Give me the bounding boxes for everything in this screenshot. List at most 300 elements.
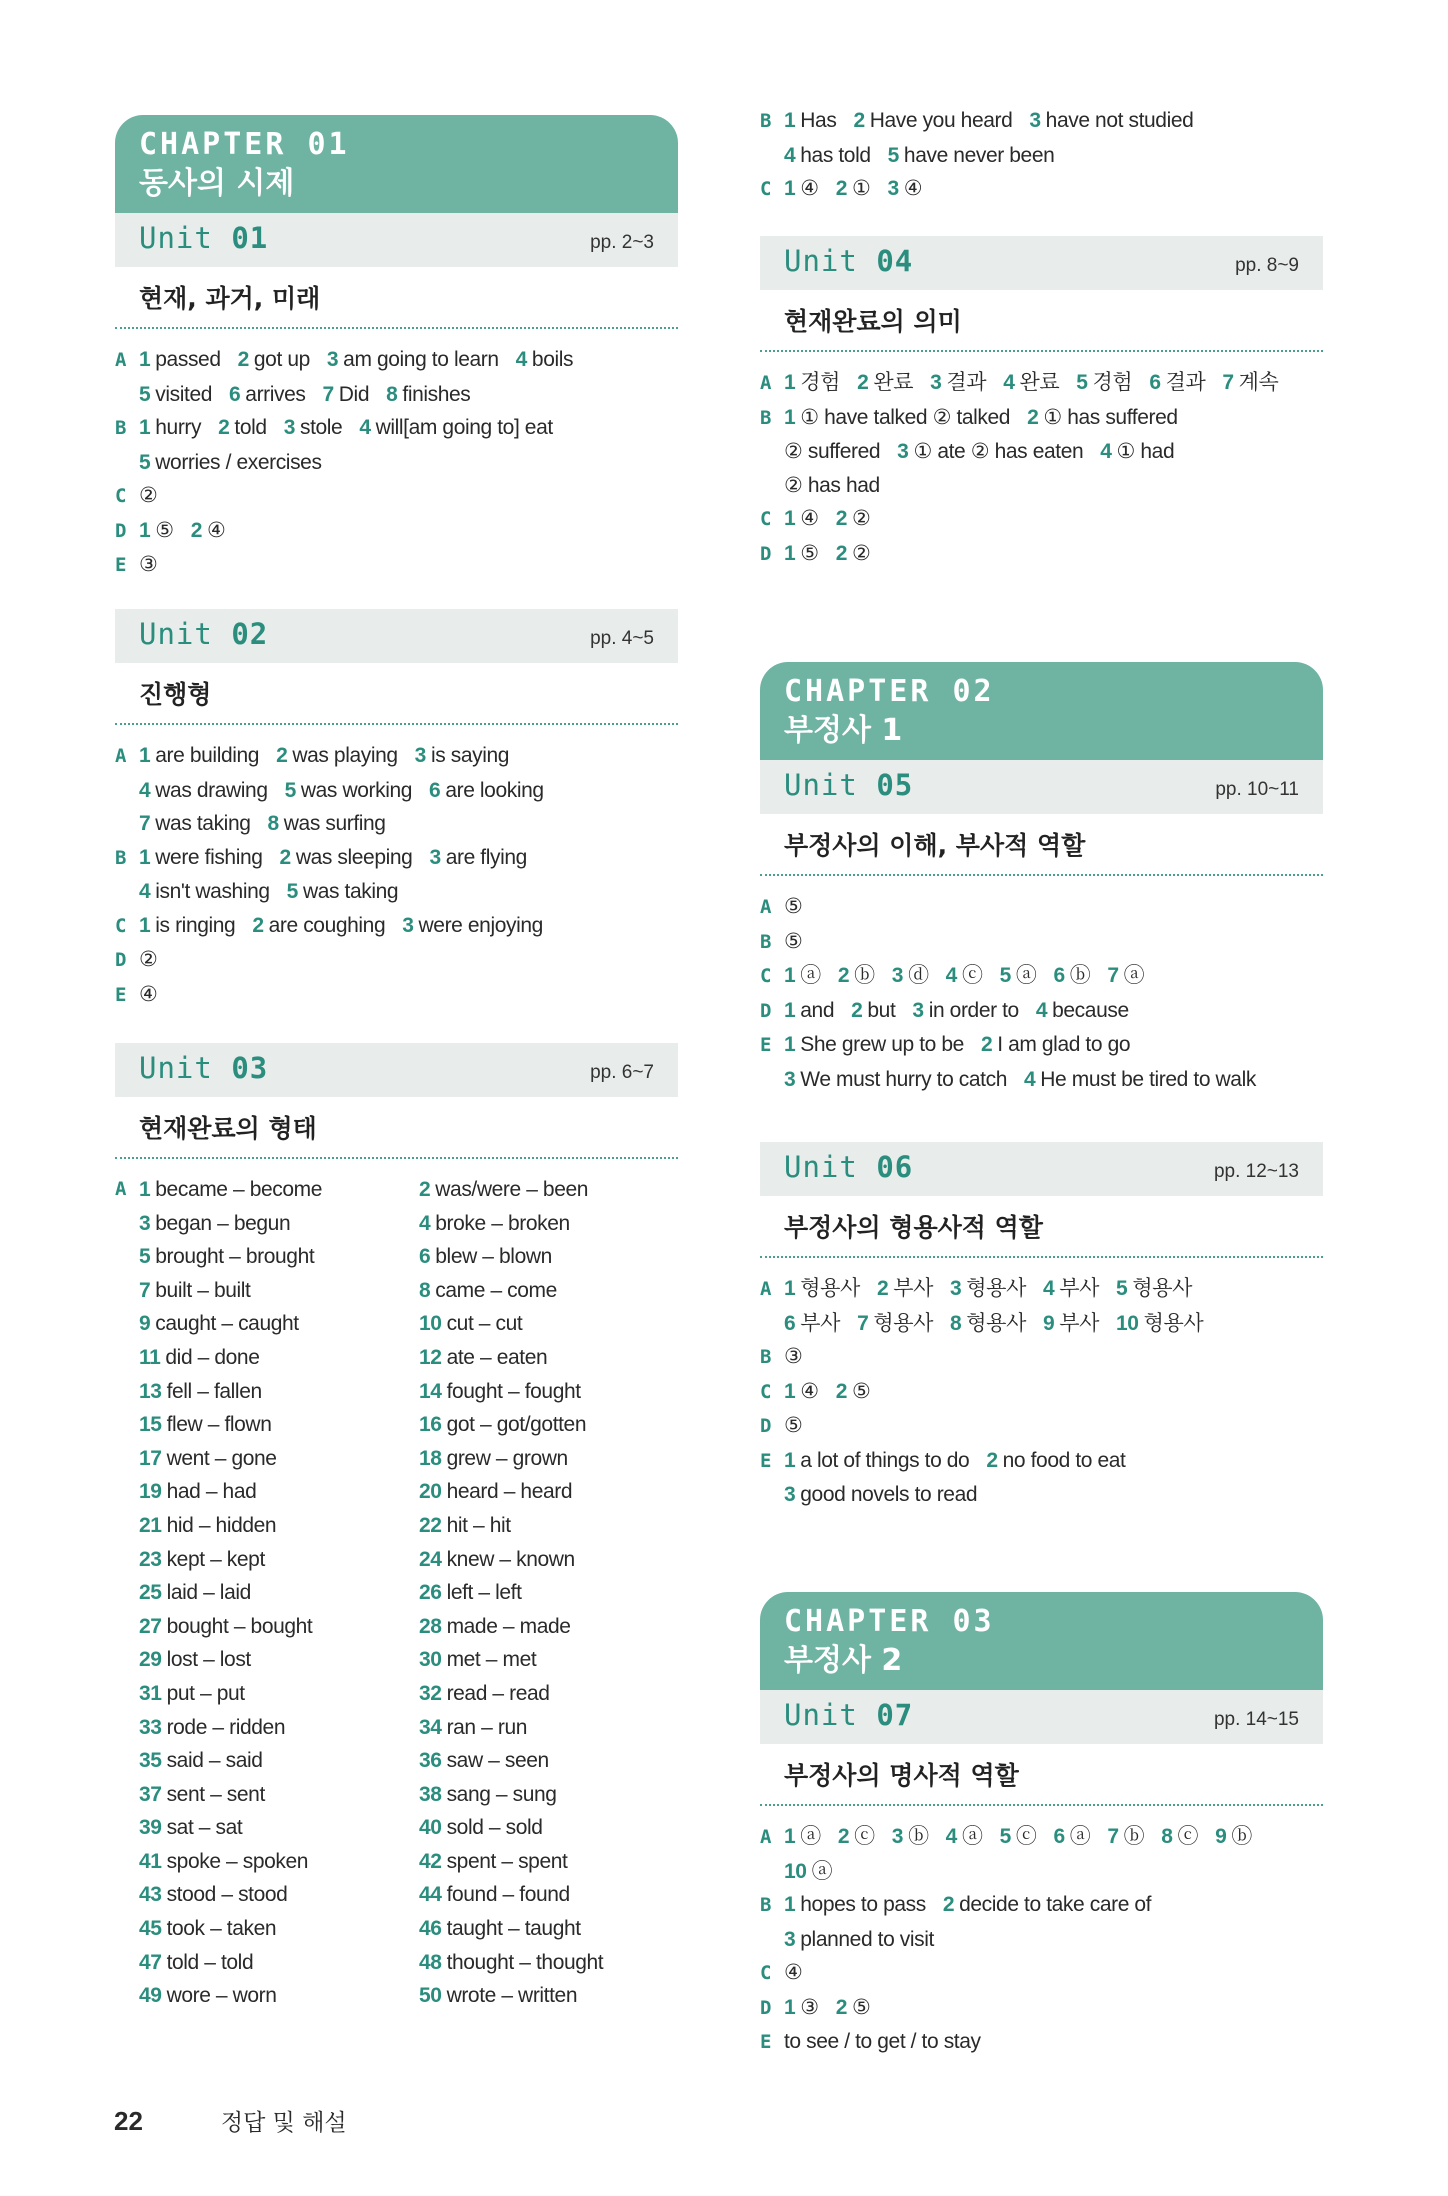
item-number: 38 — [419, 1782, 442, 1806]
item-text: read – read — [446, 1681, 550, 1705]
item-number: 49 — [139, 1984, 162, 2008]
answer-row — [760, 2025, 1323, 2060]
item-text: ④ — [784, 1961, 803, 1984]
answer-item — [950, 1307, 1026, 1341]
item-number: 3 — [930, 371, 942, 394]
item-text: ate – eaten — [446, 1345, 548, 1369]
unit-topic: 부정사의 이해, 부사적 역할 — [760, 814, 1323, 876]
item-number: 1 — [784, 1379, 796, 1403]
item-text: ⓑ — [1231, 1825, 1253, 1848]
unit-01-answers — [115, 329, 678, 587]
item-text: began – begun — [155, 1211, 291, 1235]
item-text: and — [800, 998, 835, 1022]
item-number: 5 — [139, 450, 151, 474]
answer-item — [784, 1409, 802, 1443]
item-number: 5 — [139, 382, 151, 406]
answer-item — [784, 1063, 1007, 1097]
item-number: 4 — [945, 1825, 957, 1848]
item-number: 2 — [835, 1379, 847, 1403]
answer-item — [887, 172, 922, 206]
answer-item — [784, 537, 819, 571]
answer-item — [287, 875, 399, 909]
answer-item — [784, 1028, 964, 1062]
answer-item — [139, 978, 157, 1012]
answer-item — [784, 401, 1010, 435]
answer-item — [139, 1543, 419, 1577]
section-letter: D — [760, 542, 772, 565]
item-number: 36 — [419, 1749, 442, 1773]
item-number: 5 — [999, 964, 1011, 987]
row-items — [784, 1028, 1147, 1062]
answer-row — [760, 890, 1323, 925]
unit-label: Unit — [139, 1051, 213, 1085]
unit-pages: pp. 10~11 — [1215, 779, 1299, 800]
item-number: 4 — [1024, 1067, 1036, 1091]
answer-row — [115, 411, 678, 446]
item-text: because — [1052, 998, 1129, 1022]
section-letter: A — [115, 1178, 127, 1200]
item-number: 4 — [1003, 371, 1015, 394]
answer-item — [139, 378, 212, 412]
item-text: ⑤ — [784, 929, 803, 953]
item-text: was working — [300, 778, 413, 802]
item-number: 1 — [784, 964, 796, 987]
section-letter: E — [760, 1449, 772, 1472]
item-text: ⓒ — [961, 964, 983, 987]
section-letter: D — [115, 949, 127, 971]
item-number: 12 — [419, 1345, 442, 1369]
answer-item — [139, 807, 251, 841]
section-letter: D — [760, 1415, 772, 1437]
item-number: 10 — [419, 1312, 442, 1336]
item-text: ⑤ — [784, 895, 803, 918]
answer-item — [930, 366, 986, 400]
row-items — [784, 1991, 887, 2025]
answer-item — [139, 514, 174, 548]
item-number: 18 — [419, 1446, 442, 1470]
answer-item — [419, 1509, 669, 1543]
item-number: 1 — [784, 371, 796, 394]
item-number: 2 — [835, 177, 847, 200]
chapter-02-header — [760, 662, 1323, 760]
answer-item — [1161, 1820, 1198, 1854]
left-column — [115, 115, 678, 2013]
item-text: taught – taught — [446, 1917, 581, 1941]
section-letter: C — [760, 178, 772, 200]
item-text: ④ — [800, 507, 819, 530]
item-text: are looking — [445, 778, 544, 802]
item-text: laid – laid — [166, 1581, 251, 1605]
answer-item — [1116, 1272, 1192, 1306]
row-items — [784, 139, 1071, 173]
answer-item — [419, 1643, 669, 1677]
item-text: broke – broken — [435, 1211, 570, 1235]
item-number: 30 — [419, 1648, 442, 1672]
answer-item — [838, 959, 875, 993]
item-text: worries / exercises — [155, 450, 322, 474]
answer-item — [419, 1408, 669, 1442]
item-number: 9 — [1042, 1311, 1055, 1335]
item-text: 완료 — [1019, 371, 1060, 394]
item-text: cut – cut — [446, 1312, 523, 1336]
answer-item — [784, 502, 819, 536]
item-number: 3 — [950, 1277, 962, 1300]
item-text: ⓐ — [1123, 964, 1145, 987]
answer-item — [139, 1442, 419, 1476]
item-text: ⓒ — [854, 1825, 875, 1848]
item-number: 7 — [1107, 964, 1119, 987]
item-number: 5 — [139, 1245, 151, 1269]
answer-item — [268, 807, 386, 841]
answer-item — [139, 1711, 419, 1745]
section-letter: B — [760, 1894, 772, 1916]
section-letter: C — [115, 485, 127, 507]
answer-row — [760, 172, 1323, 207]
row-items — [139, 875, 415, 909]
item-text: 부사 — [1059, 1277, 1100, 1300]
answer-item — [943, 1888, 1151, 1922]
item-text: good novels to read — [800, 1483, 978, 1506]
answer-row — [760, 959, 1323, 994]
row-items — [139, 943, 174, 977]
answer-row — [115, 807, 678, 841]
unit-topic: 부정사의 형용사적 역할 — [760, 1196, 1323, 1258]
item-number: 2 — [942, 1893, 955, 1916]
item-text: ⑤ — [852, 1379, 871, 1403]
row-items — [784, 890, 819, 924]
item-text: ⑤ — [800, 541, 819, 565]
answer-item — [415, 739, 509, 773]
item-text: ④ — [903, 177, 923, 200]
item-text: fought – fought — [446, 1379, 581, 1403]
page-number: 22 — [114, 2106, 143, 2136]
answer-item — [238, 343, 310, 377]
answer-item — [285, 774, 412, 808]
item-number: 3 — [139, 1211, 151, 1235]
answer-item — [139, 411, 201, 445]
answer-row — [115, 841, 678, 876]
answer-item — [1100, 435, 1174, 469]
item-text: 형용사 — [1132, 1277, 1192, 1300]
item-text: spent – spent — [446, 1849, 568, 1873]
unit-label: Unit — [139, 221, 213, 255]
item-number: 4 — [419, 1211, 431, 1235]
chapter-subtitle: 부정사 2 — [784, 1643, 903, 1678]
item-number: 27 — [139, 1614, 162, 1638]
answer-item — [419, 1173, 669, 1207]
unit-04-answers — [760, 352, 1323, 662]
answer-row — [760, 139, 1323, 173]
item-text: 형용사 — [966, 1311, 1026, 1335]
item-text: ② — [852, 541, 871, 565]
item-number: 4 — [359, 416, 371, 439]
answer-item — [139, 1307, 419, 1341]
unit-03-continuation — [760, 104, 1323, 224]
item-number: 6 — [1053, 964, 1065, 987]
section-letter: D — [760, 999, 772, 1022]
answer-item — [1107, 1820, 1144, 1854]
row-items — [784, 925, 819, 959]
chapter-title: CHAPTER 03 — [784, 1604, 995, 1639]
item-number: 2 — [190, 518, 202, 542]
row-items — [139, 807, 403, 841]
item-number: 1 — [139, 518, 151, 542]
unit-05-answers — [760, 876, 1323, 1138]
row-items — [784, 1923, 951, 1957]
answer-item — [327, 343, 499, 377]
item-number: 1 — [784, 1893, 796, 1916]
unit-number: 03 — [231, 1051, 269, 1085]
answer-item — [139, 1946, 419, 1980]
item-number: 2 — [837, 964, 850, 987]
item-text: flew – flown — [166, 1413, 272, 1437]
row-items — [784, 1888, 1168, 1922]
unit-pages: pp. 8~9 — [1235, 255, 1299, 276]
answer-item — [784, 139, 871, 173]
answer-item — [851, 994, 895, 1028]
item-text: is saying — [430, 744, 510, 767]
section-letter: D — [760, 1996, 772, 2019]
chapter-title: CHAPTER 02 — [784, 674, 995, 709]
unit-07-header — [760, 1690, 1323, 1744]
answer-item — [836, 502, 871, 536]
section-letter: C — [760, 1380, 772, 1403]
answer-item — [784, 1820, 821, 1854]
item-text: ⓑ — [854, 964, 875, 987]
item-number: 1 — [139, 348, 151, 371]
answer-item — [139, 1811, 419, 1845]
answer-item — [836, 172, 871, 206]
answer-item — [946, 959, 983, 993]
answer-item — [1024, 1063, 1256, 1097]
answer-item — [429, 841, 527, 875]
item-number: 6 — [784, 1311, 796, 1335]
answer-row — [760, 1375, 1323, 1410]
answer-item — [784, 172, 819, 206]
answer-item — [784, 1375, 819, 1409]
item-text: visited — [155, 382, 213, 406]
item-text: have never been — [903, 143, 1055, 167]
answer-item — [139, 1240, 419, 1274]
item-text: ⓐ — [800, 964, 821, 987]
item-number: 2 — [252, 913, 264, 937]
item-text: sold – sold — [446, 1816, 543, 1840]
answer-row — [760, 1307, 1323, 1341]
item-number: 2 — [851, 998, 863, 1022]
unit-label: Unit — [784, 1698, 858, 1732]
answer-item — [897, 435, 1083, 469]
answer-item — [1043, 1272, 1099, 1306]
item-number: 3 — [326, 348, 339, 371]
item-number: 17 — [139, 1446, 162, 1470]
item-number: 3 — [402, 913, 414, 937]
answer-item — [419, 1207, 669, 1241]
item-text: to see / to get / to stay — [784, 2030, 981, 2053]
answer-row — [760, 1272, 1323, 1307]
answer-item — [1149, 366, 1205, 400]
item-text: 결과 — [946, 371, 987, 394]
answer-item — [139, 739, 259, 773]
item-text: was/were – been — [435, 1178, 589, 1201]
item-text: wrote – written — [446, 1984, 578, 2008]
item-number: 2 — [980, 1033, 993, 1056]
item-text: 결과 — [1165, 371, 1206, 394]
row-items — [139, 548, 174, 582]
item-text: left – left — [446, 1581, 522, 1605]
item-number: 8 — [386, 382, 398, 406]
answer-row — [760, 1444, 1323, 1479]
item-number: 2 — [986, 1448, 998, 1472]
item-number: 7 — [1107, 1825, 1119, 1848]
answer-item — [139, 1576, 419, 1610]
right-column — [760, 104, 1323, 2060]
answer-item — [1027, 401, 1178, 435]
item-number: 22 — [419, 1513, 442, 1537]
item-text: 부사 — [893, 1277, 934, 1300]
item-number: 34 — [419, 1715, 442, 1739]
item-number: 26 — [419, 1581, 442, 1605]
item-text: bought – bought — [166, 1614, 313, 1638]
item-number: 5 — [284, 778, 296, 802]
answer-item — [784, 1956, 802, 1990]
footer-title: 정답 및 해설 — [220, 2110, 347, 2136]
answer-row — [760, 1028, 1323, 1063]
item-number: 5 — [1076, 371, 1088, 394]
answer-item — [784, 1478, 977, 1512]
item-number: 1 — [784, 1825, 796, 1848]
unit-pages: pp. 2~3 — [590, 232, 654, 253]
item-text: hurry — [155, 416, 202, 439]
answer-item — [784, 1272, 860, 1306]
answer-item — [981, 1028, 1130, 1062]
item-text: ① has suffered — [1043, 405, 1178, 429]
section-letter: B — [760, 406, 772, 429]
item-text: has told — [800, 143, 871, 167]
item-number: 42 — [419, 1849, 442, 1873]
item-number: 8 — [1161, 1825, 1173, 1848]
item-text: had – had — [166, 1480, 257, 1504]
answer-item — [784, 890, 802, 924]
answer-item — [419, 1375, 669, 1409]
item-number: 35 — [139, 1749, 162, 1773]
item-number: 24 — [419, 1547, 442, 1571]
answer-row — [760, 1063, 1323, 1097]
unit-number: 04 — [876, 244, 914, 278]
answer-item — [912, 994, 1018, 1028]
item-text: isn't washing — [155, 880, 270, 903]
answer-item — [419, 1610, 669, 1644]
answer-item — [877, 1272, 933, 1306]
row-items — [784, 994, 1146, 1028]
item-number: 19 — [139, 1480, 162, 1504]
row-items — [784, 1409, 819, 1443]
item-number: 7 — [322, 382, 334, 406]
answer-row — [760, 1478, 1323, 1512]
item-text: lost – lost — [166, 1648, 251, 1672]
item-text: He must be tired to walk — [1040, 1067, 1256, 1091]
row-items — [139, 446, 339, 480]
answer-item — [419, 1845, 669, 1879]
section-letter: C — [760, 508, 772, 530]
item-text: rode – ridden — [166, 1715, 286, 1739]
item-text: knew – known — [446, 1547, 575, 1571]
item-number: 2 — [835, 1995, 847, 2019]
item-text: ⑤ — [784, 1414, 803, 1437]
item-number: 2 — [837, 1825, 850, 1848]
answer-row — [115, 514, 678, 549]
unit-05-header — [760, 760, 1323, 814]
unit-label: Unit — [139, 617, 213, 651]
item-number: 47 — [139, 1950, 162, 1974]
item-text: have not studied — [1045, 109, 1194, 132]
answer-item — [419, 1744, 669, 1778]
item-text: ② — [139, 484, 158, 507]
section-letter: A — [760, 372, 772, 394]
item-number: 23 — [139, 1547, 162, 1571]
answer-row — [760, 1340, 1323, 1375]
item-text: ③ — [139, 553, 158, 576]
answer-row — [115, 978, 678, 1013]
item-number: 2 — [276, 744, 288, 767]
item-number: 28 — [419, 1614, 442, 1638]
item-text: made – made — [446, 1614, 571, 1638]
answer-item — [986, 1444, 1125, 1478]
item-number: 44 — [419, 1883, 442, 1907]
item-text: stood – stood — [166, 1883, 288, 1907]
unit-number: 06 — [876, 1150, 914, 1184]
unit-pages: pp. 12~13 — [1213, 1161, 1299, 1182]
answer-row — [115, 943, 678, 978]
answer-item — [139, 1207, 419, 1241]
section-letter: C — [115, 914, 127, 937]
item-number: 1 — [784, 109, 796, 132]
item-number: 4 — [1100, 440, 1112, 463]
item-text: She grew up to be — [800, 1033, 964, 1056]
item-text: got – got/gotten — [446, 1413, 587, 1437]
item-text: ④ — [800, 1379, 819, 1403]
answer-item — [419, 1912, 669, 1946]
section-letter: B — [115, 846, 127, 869]
item-text: met – met — [446, 1648, 537, 1672]
item-text: kept – kept — [166, 1547, 265, 1571]
item-number: 21 — [139, 1513, 162, 1537]
row-items — [139, 343, 590, 377]
item-text: 형용사 — [873, 1311, 934, 1335]
item-number: 2 — [857, 371, 869, 394]
item-number: 14 — [419, 1379, 442, 1403]
chapter-01-header — [115, 115, 678, 213]
item-text: are building — [155, 744, 260, 767]
answer-item — [784, 1340, 802, 1374]
section-letter: B — [760, 1346, 772, 1368]
item-text: took – taken — [166, 1917, 277, 1941]
item-text: 경험 — [1092, 371, 1133, 394]
answer-item — [139, 343, 221, 377]
row-items — [139, 909, 560, 943]
item-text: ③ — [784, 1345, 803, 1368]
unit-number: 01 — [231, 221, 269, 255]
item-text: 형용사 — [1143, 1311, 1204, 1335]
answer-item — [139, 1274, 419, 1308]
unit-topic: 현재완료의 형태 — [115, 1097, 678, 1159]
item-text: no food to eat — [1002, 1448, 1126, 1472]
item-number: 8 — [267, 812, 279, 835]
answer-row — [115, 774, 678, 808]
item-text: ③ — [800, 1995, 819, 2019]
section-letter: D — [115, 519, 127, 542]
answer-item — [139, 1475, 419, 1509]
item-number: 48 — [419, 1950, 442, 1974]
